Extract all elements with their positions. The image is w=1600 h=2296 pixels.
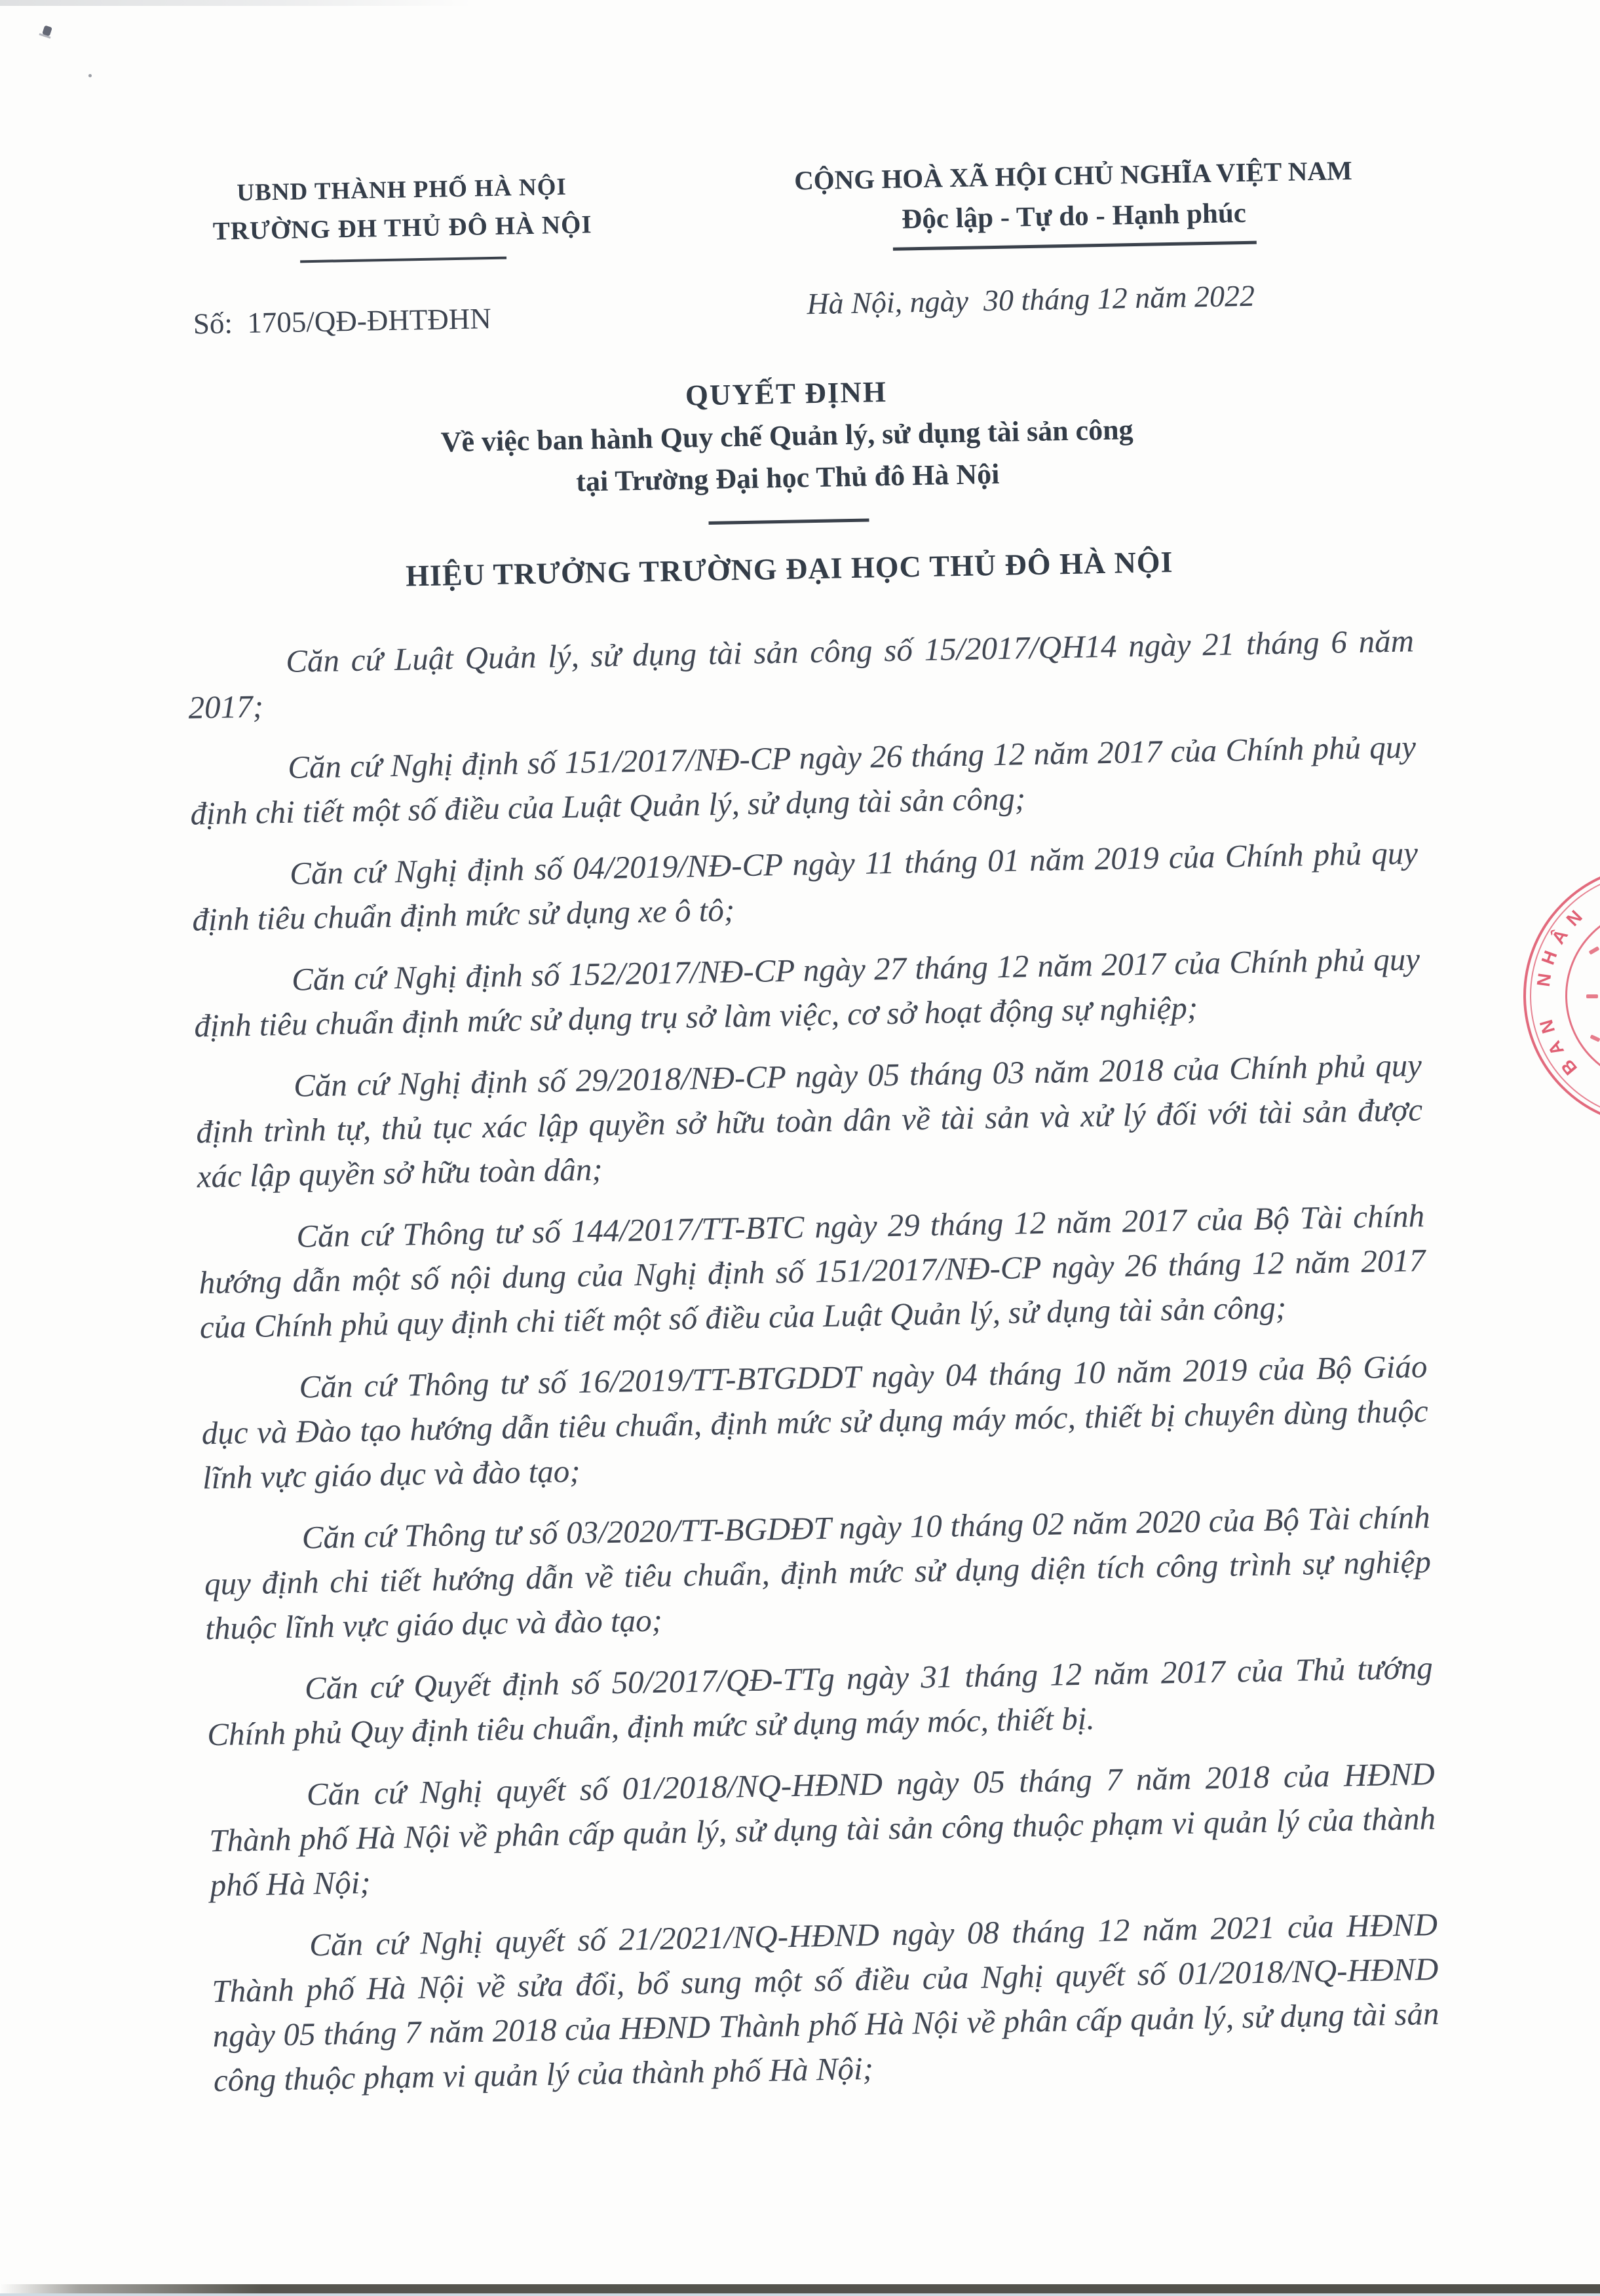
document-body (187, 618, 1441, 2120)
stamp-arc-letter: Â (1547, 925, 1572, 948)
stamp-arc-letter: H (1537, 947, 1561, 968)
stamp-arc-letter: N (1535, 1017, 1559, 1036)
document-subject-line1: Về việc ban hành Quy chế Quản lý, sử dụng tài sản công (440, 413, 1133, 459)
scan-bottom-band (0, 2284, 1600, 2293)
document-kind: QUYẾT ĐỊNH (685, 375, 888, 412)
stamp-arc-letter: N (1533, 972, 1555, 988)
title-underline (708, 519, 869, 525)
paragraph: Căn cứ Thông tư số 16/2019/TT-BTGDDT ngày 04 tháng 10 năm 2019 của Bộ Giáo dục và Đào tạo hướng dẫn tiêu chuẩn, định mức sử dụng máy móc, thiết bị chuyên dùng thuộc lĩnh vực giáo dục và đào tạo; (201, 1348, 1429, 1496)
ink-speck (88, 74, 92, 77)
place-and-date: Hà Nội, ngày 30 tháng 12 năm 2022 (806, 278, 1255, 321)
document-subject-line2: tại Trường Đại học Thủ đô Hà Nội (575, 457, 1000, 498)
scan-top-smudge (0, 0, 472, 6)
national-motto-block (722, 149, 1424, 257)
stamp-arc-letter: B (1557, 1055, 1581, 1080)
paragraph: Căn cứ Luật Quản lý, sử dụng tài sản công số 15/2017/QH14 ngày 21 tháng 6 năm 2017; (188, 622, 1415, 726)
paragraph: Căn cứ Nghị định số 29/2018/NĐ-CP ngày 05 tháng 03 năm 2018 của Chính phủ quy định trình tự, thủ tục xác lập quyền sở hữu toàn dân về tài sản và xử lý đối với tài sản được xác lập quyền sở hữu toàn dân; (195, 1047, 1423, 1195)
paragraph: Căn cứ Nghị quyết số 21/2021/NQ-HĐND ngày 08 tháng 12 năm 2021 của HĐND Thành phố Hà Nội về sửa đổi, bổ sung một số điều của Nghị quyết số 01/2018/NQ-HĐND ngày 05 tháng 7 năm 2018 của HĐND Thành phố Hà Nội về phân cấp quản lý, sử dụng tài sản công thuộc phạm vi quản lý của thành phố Hà Nội; (211, 1906, 1439, 2099)
issuing-org-name: TRƯỜNG ĐH THỦ ĐÔ HÀ NỘI (212, 210, 592, 246)
stamp-mark (1586, 994, 1598, 998)
issuing-org-parent: UBND THÀNH PHỐ HÀ NỘI (237, 173, 567, 207)
national-motto-underline (892, 241, 1256, 251)
document-number: Số: 1705/QĐ-ĐHTĐHN (193, 302, 492, 341)
paragraph: Căn cứ Quyết định số 50/2017/QĐ-TTg ngày 31 tháng 12 năm 2017 của Thủ tướng Chính phủ Quy định tiêu chuẩn, định mức sử dụng máy móc, thiết bị. (206, 1649, 1434, 1753)
paragraph: Căn cứ Thông tư số 144/2017/TT-BTC ngày 29 tháng 12 năm 2017 của Bộ Tài chính hướng dẫn một số nội dung của Nghị định số 151/2017/NĐ-CP ngày 26 tháng 12 năm 2017 của Chính phủ quy định chi tiết một số điều của Luật Quản lý, sử dụng tài sản công; (199, 1197, 1426, 1346)
stamp-arc-letter: N (1562, 906, 1586, 930)
stamp-arc-letter (1531, 992, 1555, 1015)
paragraph: Căn cứ Nghị định số 151/2017/NĐ-CP ngày 26 tháng 12 năm 2017 của Chính phủ quy định chi tiết một số điều của Luật Quản lý, sử dụng tài sản công; (190, 728, 1417, 832)
national-motto: Độc lập - Tự do - Hạnh phúc (901, 197, 1247, 235)
scan-bottom-edge (0, 2293, 1600, 2296)
issuing-org-block (172, 168, 632, 269)
title-block (0, 357, 1588, 541)
issuer-title: HIỆU TRƯỞNG TRƯỜNG ĐẠI HỌC THỦ ĐÔ HÀ NỘI (405, 545, 1173, 593)
paragraph: Căn cứ Nghị định số 152/2017/NĐ-CP ngày 27 tháng 12 năm 2017 của Chính phủ quy định tiêu chuẩn định mức sử dụng trụ sở làm việc, cơ sở hoạt động sự nghiệp; (193, 941, 1420, 1044)
paragraph: Căn cứ Thông tư số 03/2020/TT-BGDĐT ngày 10 tháng 02 năm 2020 của Bộ Tài chính quy định chi tiết hướng dẫn về tiêu chuẩn, định mức sử dụng diện tích công trình sự nghiệp thuộc lĩnh vực giáo dục và đào tạo; (204, 1499, 1432, 1647)
stamp-arc-letter: A (1544, 1037, 1568, 1059)
issuing-org-underline (300, 257, 506, 263)
national-title: CỘNG HOÀ XÃ HỘI CHỦ NGHĨA VIỆT NAM (793, 155, 1353, 196)
official-red-stamp (1523, 865, 1600, 1127)
paragraph: Căn cứ Nghị định số 04/2019/NĐ-CP ngày 11 tháng 01 năm 2019 của Chính phủ quy định tiêu chuẩn định mức sử dụng xe ô tô; (192, 835, 1419, 938)
paragraph: Căn cứ Nghị quyết số 01/2018/NQ-HĐND ngày 05 tháng 7 năm 2018 của HĐND Thành phố Hà Nội về phân cấp quản lý, sử dụng tài sản công thuộc phạm vi quản lý của thành phố Hà Nội; (208, 1756, 1436, 1904)
